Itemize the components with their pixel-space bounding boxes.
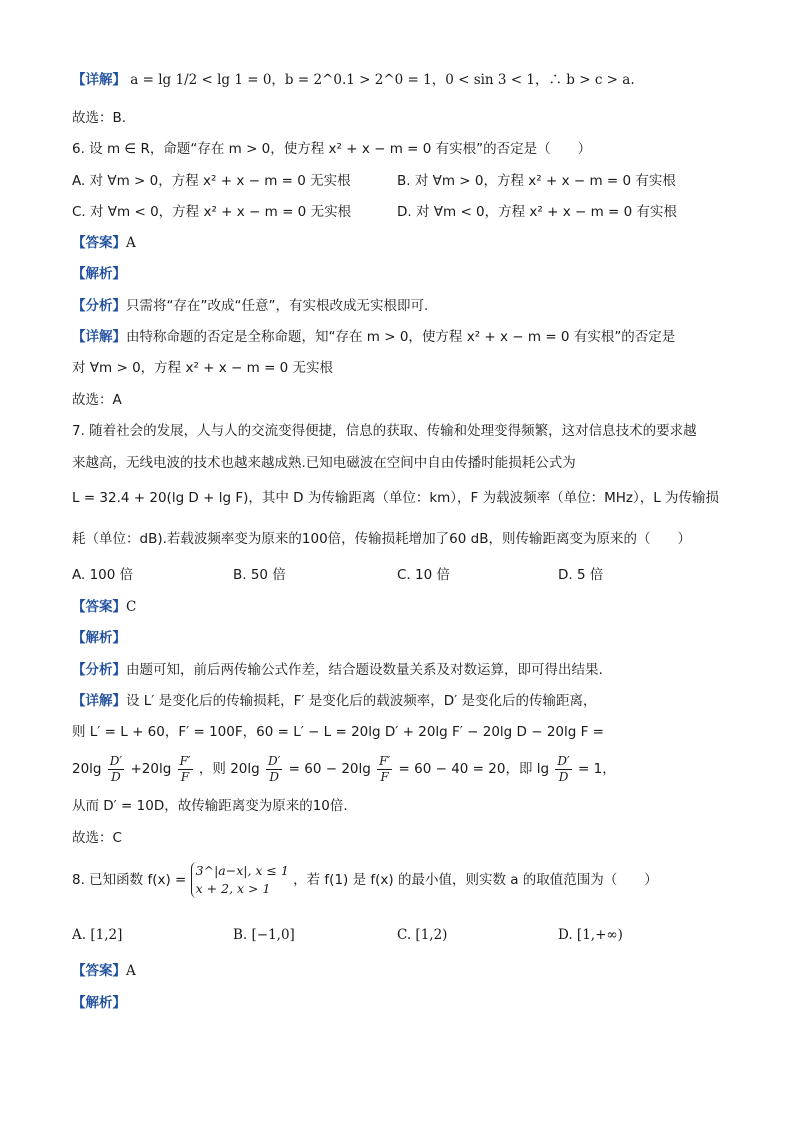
q6-answer: A (126, 235, 136, 251)
fraction-dprime-over-d (108, 754, 124, 785)
fraction-fprime-over-f (377, 754, 392, 785)
q7-detail-3c: ，则 20lg (198, 761, 260, 777)
q7-stem-4: 耗（单位：dB).若载波频率变为原来的100倍，传输损耗增加了60 dB，则传输距离变为原来的（ ） (72, 531, 691, 547)
q8-stem-prefix: 8. 已知函数 f(x) = (72, 872, 187, 888)
q7-choose: 故选：C (72, 830, 122, 846)
q7-answer: C (126, 599, 137, 615)
q6-analysis-line (72, 264, 734, 284)
q7-detail-tag: 【详解】 (72, 693, 126, 709)
q8-stem (72, 860, 734, 900)
q5-detail-text: a = lg 1/2 < lg 1 = 0，b = 2^0.1 > 2^0 = 1，0 < sin 3 < 1，∴ b > c > a. (130, 72, 635, 88)
q7-option-c: C. 10 倍 (397, 567, 450, 583)
q7-stem-2: 来越高，无线电波的技术也越来越成熟.已知电磁波在空间中自由传播时能损耗公式为 (72, 455, 576, 471)
q8-option-a: A. [1,2] (72, 927, 123, 943)
fraction-numerator: F′ (379, 753, 391, 768)
fraction-denominator: D (269, 769, 279, 784)
q6-stem: 6. 设 m ∈ R，命题“存在 m > 0，使方程 x² + x − m = 0 有实根”的否定是（ ） (72, 141, 592, 157)
piecewise-function (191, 862, 289, 898)
q7-detail-4: 从而 D′ = 10D，故传输距离变为原来的10倍. (72, 798, 348, 814)
q7-option-a: A. 100 倍 (72, 567, 134, 583)
q7-option-d: D. 5 倍 (558, 567, 604, 583)
q6-detail-tag: 【详解】 (72, 329, 126, 345)
q6-detail-2: 对 ∀m > 0，方程 x² + x − m = 0 无实根 (72, 360, 334, 376)
q7-stem-3: L = 32.4 + 20(lg D + lg F)，其中 D 为传输距离（单位：km），F 为载波频率（单位：MHz），L 为传输损 (72, 490, 720, 506)
fraction-numerator: F′ (179, 753, 191, 768)
piece-2: x + 2, x > 1 (195, 881, 271, 896)
fraction-numerator: D′ (109, 753, 123, 768)
fraction-numerator: D′ (557, 753, 570, 768)
q6-fenxi: 只需将“存在”改成“任意”，有实根改成无实根即可. (126, 298, 429, 314)
fraction-denominator: F (180, 769, 190, 784)
q8-answer: A (126, 963, 136, 979)
q6-detail-1: 由特称命题的否定是全称命题，知“存在 m > 0，使方程 x² + x − m = 0 有实根”的否定是 (126, 329, 676, 345)
q6-option-a: A. 对 ∀m > 0，方程 x² + x − m = 0 无实根 (72, 173, 351, 189)
q8-analysis-tag: 【解析】 (72, 995, 126, 1011)
q7-fenxi: 由题可知，前后两传输公式作差，结合题设数量关系及对数运算，即可得出结果. (126, 662, 603, 678)
q6-detail-line (72, 327, 734, 347)
q7-detail-3f: = 1， (578, 761, 616, 777)
q8-analysis-line (72, 993, 734, 1013)
q6-answer-tag: 【答案】 (72, 235, 126, 251)
q7-detail-3d: = 60 − 20lg (288, 761, 371, 777)
fraction-denominator: D (558, 769, 569, 784)
fraction-denominator: D (111, 769, 121, 784)
q7-detail-3b: +20lg (130, 761, 172, 777)
q6-analysis-tag: 【解析】 (72, 266, 126, 282)
fraction-numerator: D′ (268, 753, 281, 768)
piece-1: 3^|a−x|, x ≤ 1 (195, 863, 289, 878)
q7-fenxi-tag: 【分析】 (72, 662, 126, 678)
q7-fenxi-line (72, 660, 734, 680)
fraction-fprime-over-f (178, 754, 193, 785)
fraction-dprime-over-d (266, 754, 282, 785)
q7-option-b: B. 50 倍 (233, 567, 286, 583)
q7-detail-1: 设 L′ 是变化后的传输损耗，F′ 是变化后的载波频率，D′ 是变化后的传输距离， (126, 693, 597, 709)
q6-option-b: B. 对 ∀m > 0，方程 x² + x − m = 0 有实根 (397, 173, 676, 189)
q7-stem-1: 7. 随着社会的发展，人与人的交流变得便捷，信息的获取、传输和处理变得频繁，这对信息技术的要求越 (72, 423, 697, 439)
q5-detail-tag: 【详解】 (72, 72, 126, 88)
q7-detail-3 (72, 752, 734, 786)
q8-option-d: D. [1,+∞) (558, 927, 623, 943)
q5-choose: 故选：B. (72, 110, 127, 126)
q7-detail-2: 则 L′ = L + 60，F′ = 100F，60 = L′ − L = 20lg D′ + 20lg F′ − 20lg D − 20lg F = (72, 724, 604, 740)
q6-answer-line (72, 233, 734, 253)
fraction-denominator: F (380, 769, 389, 784)
q7-answer-tag: 【答案】 (72, 599, 126, 615)
q6-fenxi-line (72, 296, 734, 316)
fraction-dprime-over-d (555, 754, 571, 785)
q6-fenxi-tag: 【分析】 (72, 298, 126, 314)
q7-detail-3e: = 60 − 40 = 20，即 lg (398, 761, 550, 777)
q6-option-d: D. 对 ∀m < 0，方程 x² + x − m = 0 有实根 (397, 204, 678, 220)
q8-answer-tag: 【答案】 (72, 963, 126, 979)
q7-answer-line (72, 597, 734, 617)
q8-answer-line (72, 961, 734, 981)
q7-detail-3a: 20lg (72, 761, 102, 777)
q8-option-c: C. [1,2) (397, 927, 448, 943)
q6-choose: 故选：A (72, 392, 122, 408)
q7-analysis-line (72, 628, 734, 648)
q5-detail-line (72, 70, 734, 90)
q7-detail-line (72, 691, 734, 711)
q7-analysis-tag: 【解析】 (72, 630, 126, 646)
q8-stem-suffix: ，若 f(1) 是 f(x) 的最小值，则实数 a 的取值范围为（ ） (293, 872, 658, 888)
q8-option-b: B. [−1,0] (233, 927, 295, 943)
q6-option-c: C. 对 ∀m < 0，方程 x² + x − m = 0 无实根 (72, 204, 352, 220)
